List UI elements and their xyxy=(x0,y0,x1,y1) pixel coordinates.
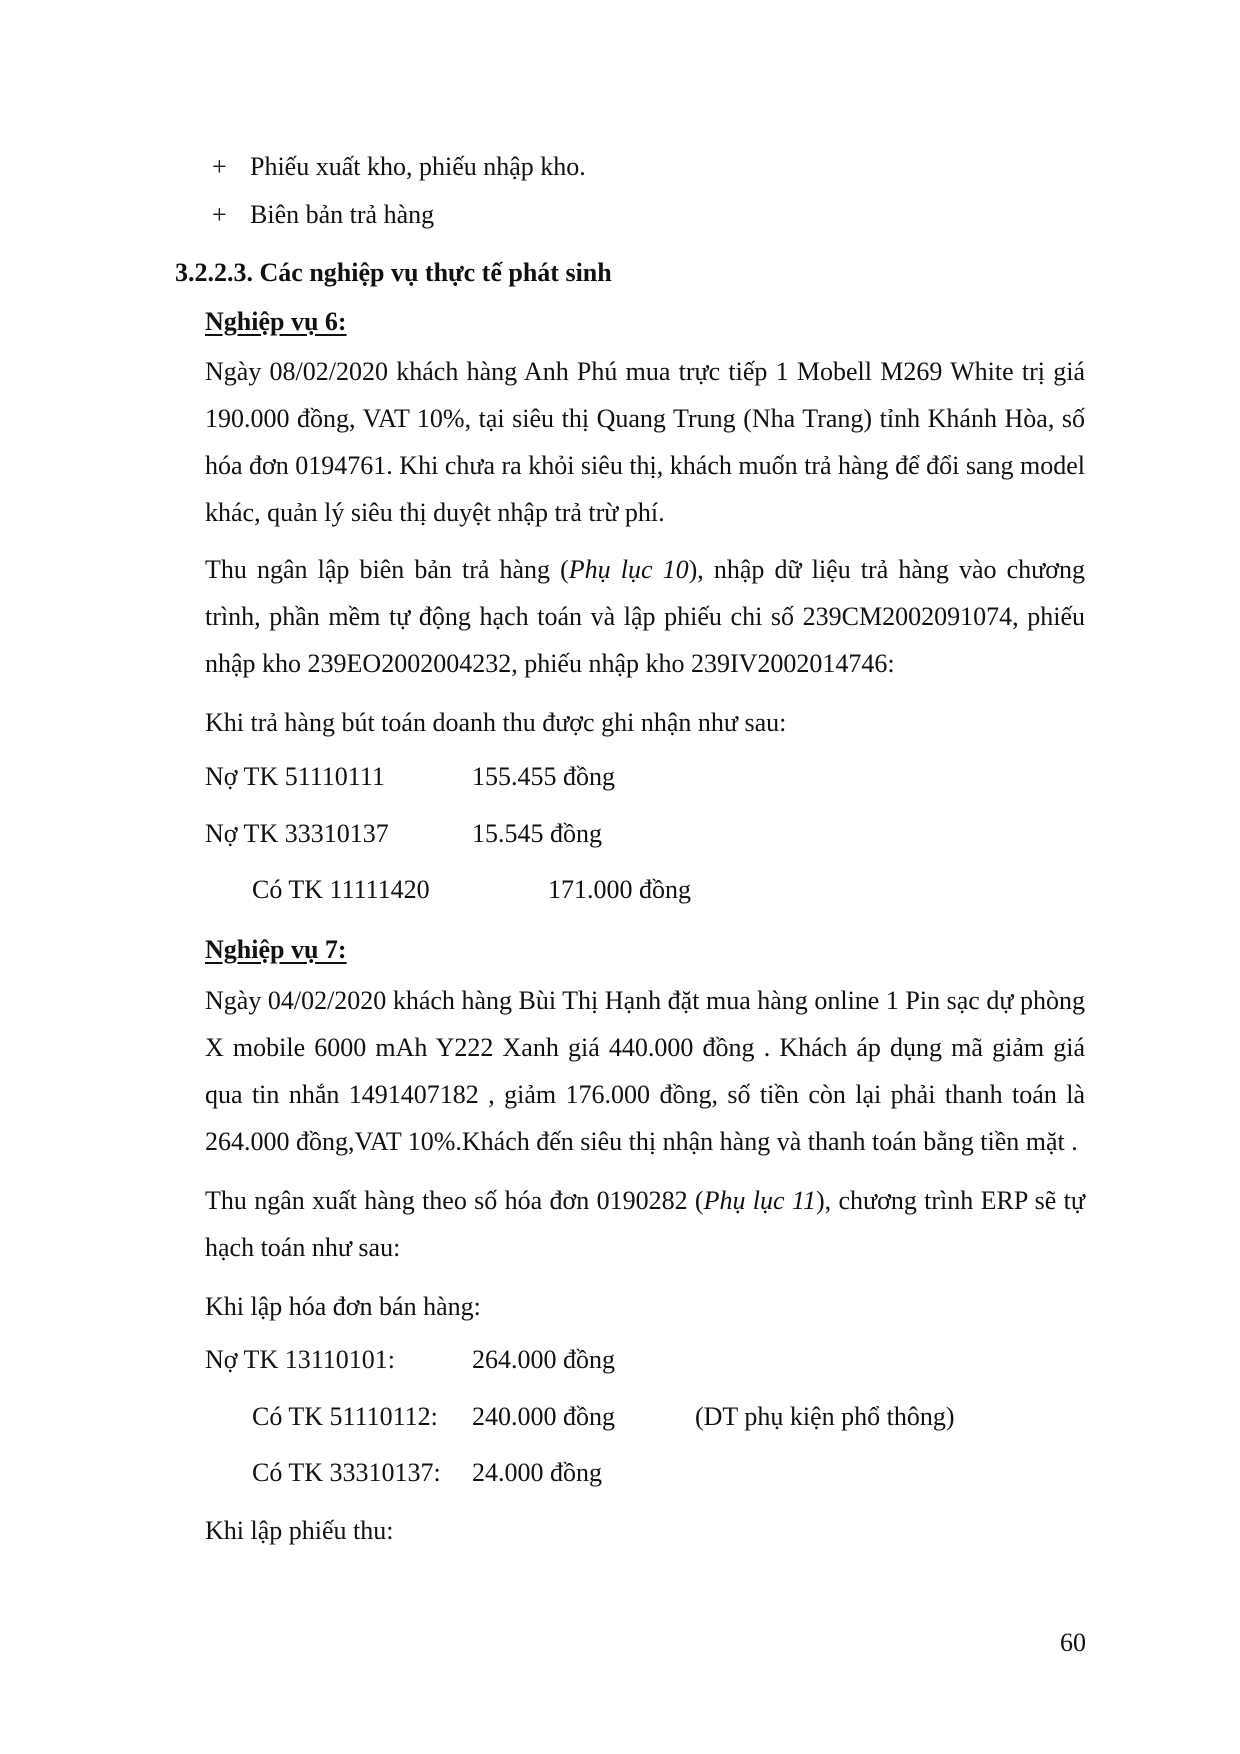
case-7-paragraph-4: Khi lập phiếu thu: xyxy=(205,1516,394,1545)
bullet-text: Biên bản trả hàng xyxy=(250,200,435,229)
entry-amount: 155.455 đồng xyxy=(472,762,615,791)
page-number: 60 xyxy=(1060,1628,1086,1657)
case-6-paragraph-3: Khi trả hàng bút toán doanh thu được ghi nhận như sau: xyxy=(205,708,787,737)
case-7-paragraph-2: Thu ngân xuất hàng theo số hóa đơn 0190282 (Phụ lục 11), chương trình ERP sẽ tự hạch toán như sau: xyxy=(205,1186,1085,1262)
entry-amount: 24.000 đồng xyxy=(472,1458,602,1487)
case-7-paragraph-1: Ngày 04/02/2020 khách hàng Bùi Thị Hạnh đặt mua hàng online 1 Pin sạc dự phòng X mobile 6000 mAh Y222 Xanh giá 440.000 đồng . Khách áp dụng mã giảm giá qua tin nhắn 1491407182 , giảm 176.000 đồng, số tiền còn lại phải thanh toán là 264.000 đồng,VAT 10%.Khách đến siêu thị nhận hàng và thanh toán bằng tiền mặt . xyxy=(205,986,1085,1156)
case-7-title: Nghiệp vụ 7: xyxy=(205,935,347,964)
entry-amount: 240.000 đồng xyxy=(472,1402,615,1431)
case-6-paragraph-1: Ngày 08/02/2020 khách hàng Anh Phú mua trực tiếp 1 Mobell M269 White trị giá 190.000 đồng, VAT 10%, tại siêu thị Quang Trung (Nha Trang) tỉnh Khánh Hòa, số hóa đơn 0194761. Khi chưa ra khỏi siêu thị, khách muốn trả hàng để đổi sang model khác, quản lý siêu thị duyệt nhập trả trừ phí. xyxy=(205,357,1085,527)
appendix-reference: Phụ lục 10 xyxy=(568,555,689,584)
entry-amount: 264.000 đồng xyxy=(472,1345,615,1374)
bullet-text: Phiếu xuất kho, phiếu nhập kho. xyxy=(250,152,586,181)
entry-amount: 171.000 đồng xyxy=(548,875,691,904)
bullet-symbol: + xyxy=(212,152,227,181)
entry-account: Nợ TK 33310137 xyxy=(205,819,389,848)
case-6-paragraph-2: Thu ngân lập biên bản trả hàng (Phụ lục 10), nhập dữ liệu trả hàng vào chương trình, phần mềm tự động hạch toán và lập phiếu chi số 239CM2002091074, phiếu nhập kho 239EO2002004232, phiếu nhập kho 239IV2002014746: xyxy=(205,555,1085,678)
case-6-title: Nghiệp vụ 6: xyxy=(205,307,347,336)
entry-account: Nợ TK 51110111 xyxy=(205,762,385,791)
entry-note: (DT phụ kiện phổ thông) xyxy=(695,1402,955,1431)
case-7-paragraph-3: Khi lập hóa đơn bán hàng: xyxy=(205,1292,481,1321)
entry-account: Nợ TK 13110101: xyxy=(205,1345,395,1374)
section-heading: 3.2.2.3. Các nghiệp vụ thực tế phát sinh xyxy=(175,258,612,287)
entry-amount: 15.545 đồng xyxy=(472,819,602,848)
entry-account: Có TK 33310137: xyxy=(252,1458,441,1487)
entry-account: Có TK 51110112: xyxy=(252,1402,438,1431)
bullet-symbol: + xyxy=(212,200,227,229)
appendix-reference: Phụ lục 11 xyxy=(703,1186,816,1215)
entry-account: Có TK 11111420 xyxy=(252,875,430,904)
